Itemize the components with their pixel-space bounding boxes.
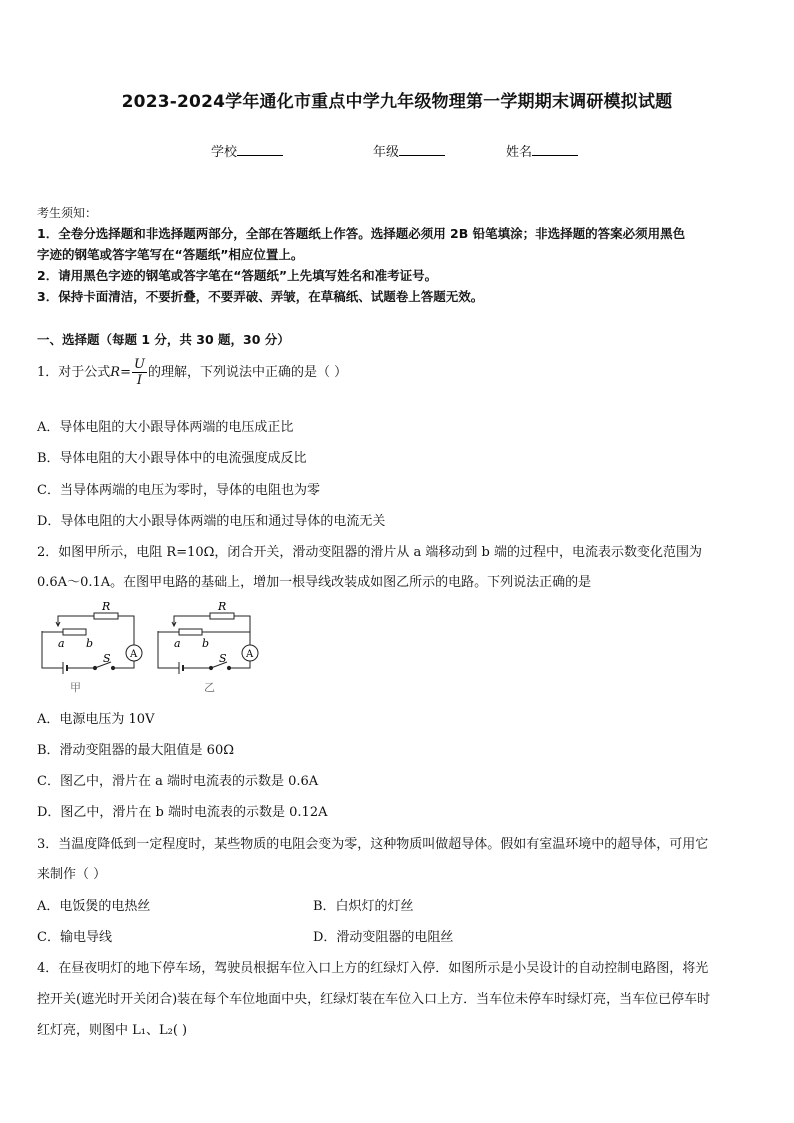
q2-line-2: 0.6A～0.1A。在图甲电路的基础上，增加一根导线改装成如图乙所示的电路。下列说法正确的是 bbox=[37, 575, 592, 590]
grade-label: 年级 bbox=[373, 145, 400, 160]
notice-item-1b: 字迹的钢笔或答字笔写在“答题纸”相应位置上。 bbox=[37, 247, 304, 262]
notice-item-1a: 1．全卷分选择题和非选择题两部分，全部在答题纸上作答。选择题必须用 2B 铅笔填涂；非选择题的答案必须用黑色 bbox=[37, 226, 686, 241]
fig-jia-a-label: a bbox=[58, 637, 65, 650]
name-field bbox=[506, 141, 578, 160]
q3-option-d: D．滑动变阻器的电阻丝 bbox=[313, 930, 454, 945]
q1-option-a: A．导体电阻的大小跟导体两端的电压成正比 bbox=[37, 420, 294, 435]
fig-jia-caption: 甲 bbox=[70, 681, 81, 694]
q3-option-b: B．白炽灯的灯丝 bbox=[313, 899, 414, 914]
q3-option-a: A．电饭煲的电热丝 bbox=[37, 899, 151, 914]
notice-heading: 考生须知： bbox=[37, 206, 98, 220]
fig-jia-ammeter-label: A bbox=[130, 649, 138, 660]
q2-option-a: A．电源电压为 10V bbox=[37, 712, 155, 727]
school-field bbox=[211, 141, 283, 160]
q4-line-2: 控开关(遮光时开关闭合)装在每个车位地面中央，红绿灯装在车位入口上方．当车位未停车时绿灯亮，当车位已停车时 bbox=[37, 992, 711, 1007]
q2-line-1: 2．如图甲所示，电阻 R=10Ω，闭合开关，滑动变阻器的滑片从 a 端移动到 b 端的过程中，电流表示数变化范围为 bbox=[37, 545, 703, 560]
q3-line-1: 3．当温度降低到一定程度时，某些物质的电阻会变为零，这种物质叫做超导体。假如有室温环境中的超导体，可用它 bbox=[37, 837, 709, 852]
q3-option-c: C．输电导线 bbox=[37, 930, 112, 945]
q2-option-c: C．图乙中，滑片在 a 端时电流表的示数是 0.6A bbox=[37, 774, 319, 789]
q1-option-b: B．导体电阻的大小跟导体中的电流强度成反比 bbox=[37, 451, 307, 466]
q1-fraction bbox=[132, 357, 147, 388]
school-label: 学校 bbox=[211, 145, 238, 160]
fig-yi-r-label: R bbox=[218, 600, 227, 613]
q2-option-b: B．滑动变阻器的最大阻值是 60Ω bbox=[37, 743, 235, 758]
fig-yi-caption: 乙 bbox=[204, 681, 215, 694]
q3-line-2: 来制作（ ） bbox=[37, 867, 107, 882]
grade-blank bbox=[399, 143, 445, 156]
q1-formula-eq: = bbox=[120, 365, 131, 380]
fig-yi-b-label: b bbox=[202, 637, 210, 650]
fig-yi-s-label: S bbox=[219, 652, 227, 665]
q1-option-d: D．导体电阻的大小跟导体两端的电压和通过导体的电流无关 bbox=[37, 514, 386, 529]
q4-line-1: 4．在昼夜明灯的地下停车场，驾驶员根据车位入口上方的红绿灯入停．如图所示是小吴设计的自动控制电路图，将光 bbox=[37, 961, 709, 976]
notice-item-3: 3．保持卡面清洁，不要折叠，不要弄破、弄皱，在草稿纸、试题卷上答题无效。 bbox=[37, 289, 484, 304]
section-heading: 一、选择题（每题 1 分，共 30 题，30 分） bbox=[37, 332, 290, 347]
q1-prefix: 1．对于公式 bbox=[37, 365, 111, 380]
q1-option-c: C．当导体两端的电压为零时，导体的电阻也为零 bbox=[37, 483, 320, 498]
question-1-stem bbox=[37, 357, 347, 388]
fig-yi-a-label: a bbox=[174, 637, 181, 650]
notice-item-2: 2．请用黑色字迹的钢笔或答字笔在“答题纸”上先填写姓名和准考证号。 bbox=[37, 268, 438, 283]
q1-formula-r: R bbox=[110, 365, 121, 380]
fig-jia-b-label: b bbox=[86, 637, 94, 650]
fig-jia-r-label: R bbox=[102, 600, 111, 613]
name-blank bbox=[532, 143, 578, 156]
name-label: 姓名 bbox=[506, 145, 533, 160]
q2-circuit-figure bbox=[30, 598, 270, 696]
q1-suffix: 的理解，下列说法中正确的是（ ） bbox=[147, 365, 348, 380]
q1-numerator: U bbox=[133, 357, 145, 372]
q4-line-3: 红灯亮，则图中 L₁、L₂( ) bbox=[37, 1023, 188, 1038]
school-blank bbox=[237, 143, 283, 156]
q1-denominator: I bbox=[136, 373, 143, 388]
grade-field bbox=[373, 141, 445, 160]
q2-option-d: D．图乙中，滑片在 b 端时电流表的示数是 0.12A bbox=[37, 805, 328, 820]
fig-jia-s-label: S bbox=[103, 652, 111, 665]
page-title: 2023-2024学年通化市重点中学九年级物理第一学期期末调研模拟试题 bbox=[121, 92, 673, 112]
fig-yi-ammeter-label: A bbox=[246, 649, 254, 660]
